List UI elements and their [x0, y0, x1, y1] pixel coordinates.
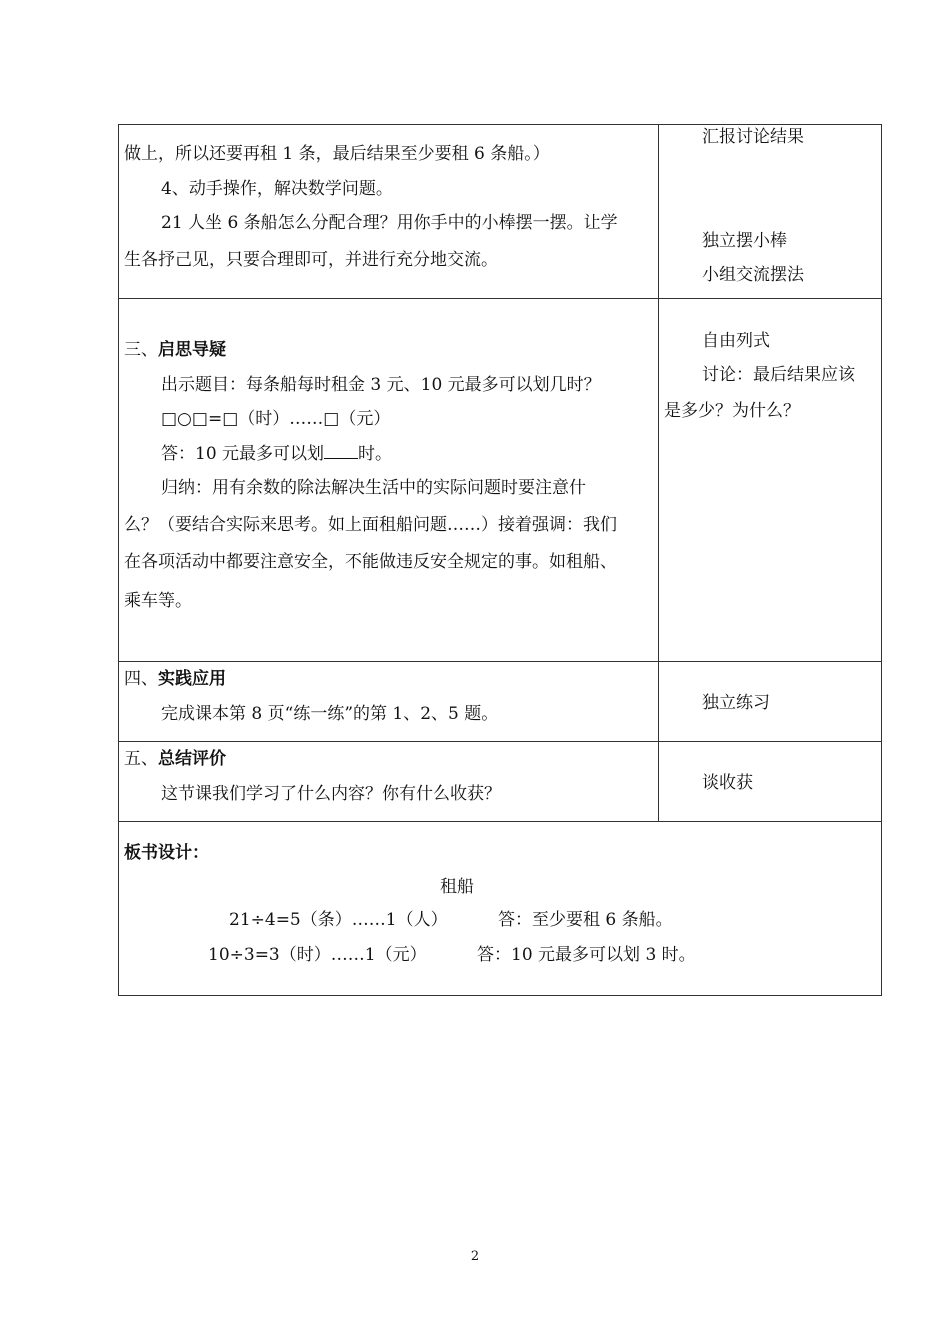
row-divider: [118, 298, 882, 299]
row2-line1: 出示题目：每条船每时租金 3 元、10 元最多可以划几时？: [161, 375, 601, 395]
row-divider: [118, 741, 882, 742]
row2-line7: 乘车等。: [124, 591, 192, 611]
row3-line1: 完成课本第 8 页“练一练”的第 1、2、5 题。: [161, 704, 499, 724]
board-title: 租船: [440, 877, 474, 897]
row2-line5: 么？（要结合实际来思考。如上面租船问题……）接着强调：我们: [124, 515, 617, 535]
section-3-number: 三、: [124, 340, 158, 360]
row1-line2: 4、动手操作，解决数学问题。: [161, 179, 393, 199]
answer-blank: [324, 442, 358, 459]
section-4-title: 实践应用: [158, 669, 226, 689]
page-number: 2: [470, 1249, 480, 1264]
section-4-number: 四、: [124, 669, 158, 689]
section-5-title: 总结评价: [158, 749, 226, 769]
row2-line3: [161, 442, 392, 465]
row2-line6: 在各项活动中都要注意安全，不能做违反安全规定的事。如租船、: [124, 552, 617, 572]
row-divider: [118, 661, 882, 662]
row4-activity1: 谈收获: [702, 773, 753, 793]
board-answer-1: 答：至少要租 6 条船。: [498, 910, 673, 930]
answer-text: 答：10 元最多可以划: [161, 444, 325, 464]
row2-activity3: 是多少？为什么？: [664, 401, 800, 421]
board-design-heading: 板书设计：: [124, 843, 209, 863]
section-3-heading: [124, 339, 226, 361]
row2-line4: 归纳：用有余数的除法解决生活中的实际问题时要注意什: [161, 478, 586, 498]
row2-activity1: 自由列式: [702, 331, 770, 351]
board-equation-1: 21÷4=5（条）……1（人）: [229, 910, 448, 930]
row3-activity1: 独立练习: [702, 693, 770, 713]
section-4-heading: [124, 668, 226, 690]
board-answer-2: 答：10 元最多可以划 3 时。: [477, 945, 696, 965]
column-divider: [658, 124, 659, 821]
row1-activity1: 汇报讨论结果: [702, 127, 804, 147]
row1-activity2: 独立摆小棒: [702, 231, 787, 251]
row1-line4: 生各抒己见，只要合理即可，并进行充分地交流。: [124, 250, 498, 270]
row2-activity2: 讨论：最后结果应该: [702, 365, 855, 385]
board-equation-2: 10÷3=3（时）……1（元）: [208, 945, 427, 965]
section-5-heading: [124, 748, 226, 770]
row-divider: [118, 821, 882, 822]
row1-activity3: 小组交流摆法: [702, 265, 804, 285]
row2-line2: □○□=□（时）……□（元）: [161, 409, 391, 429]
section-5-number: 五、: [124, 749, 158, 769]
answer-unit: 时。: [358, 444, 393, 464]
row1-line1: 做上，所以还要再租 1 条，最后结果至少要租 6 条船。）: [124, 144, 550, 164]
row4-line1: 这节课我们学习了什么内容？你有什么收获？: [161, 784, 501, 804]
row1-line3: 21 人坐 6 条船怎么分配合理？用你手中的小棒摆一摆。让学: [161, 213, 618, 233]
section-3-title: 启思导疑: [158, 340, 226, 360]
